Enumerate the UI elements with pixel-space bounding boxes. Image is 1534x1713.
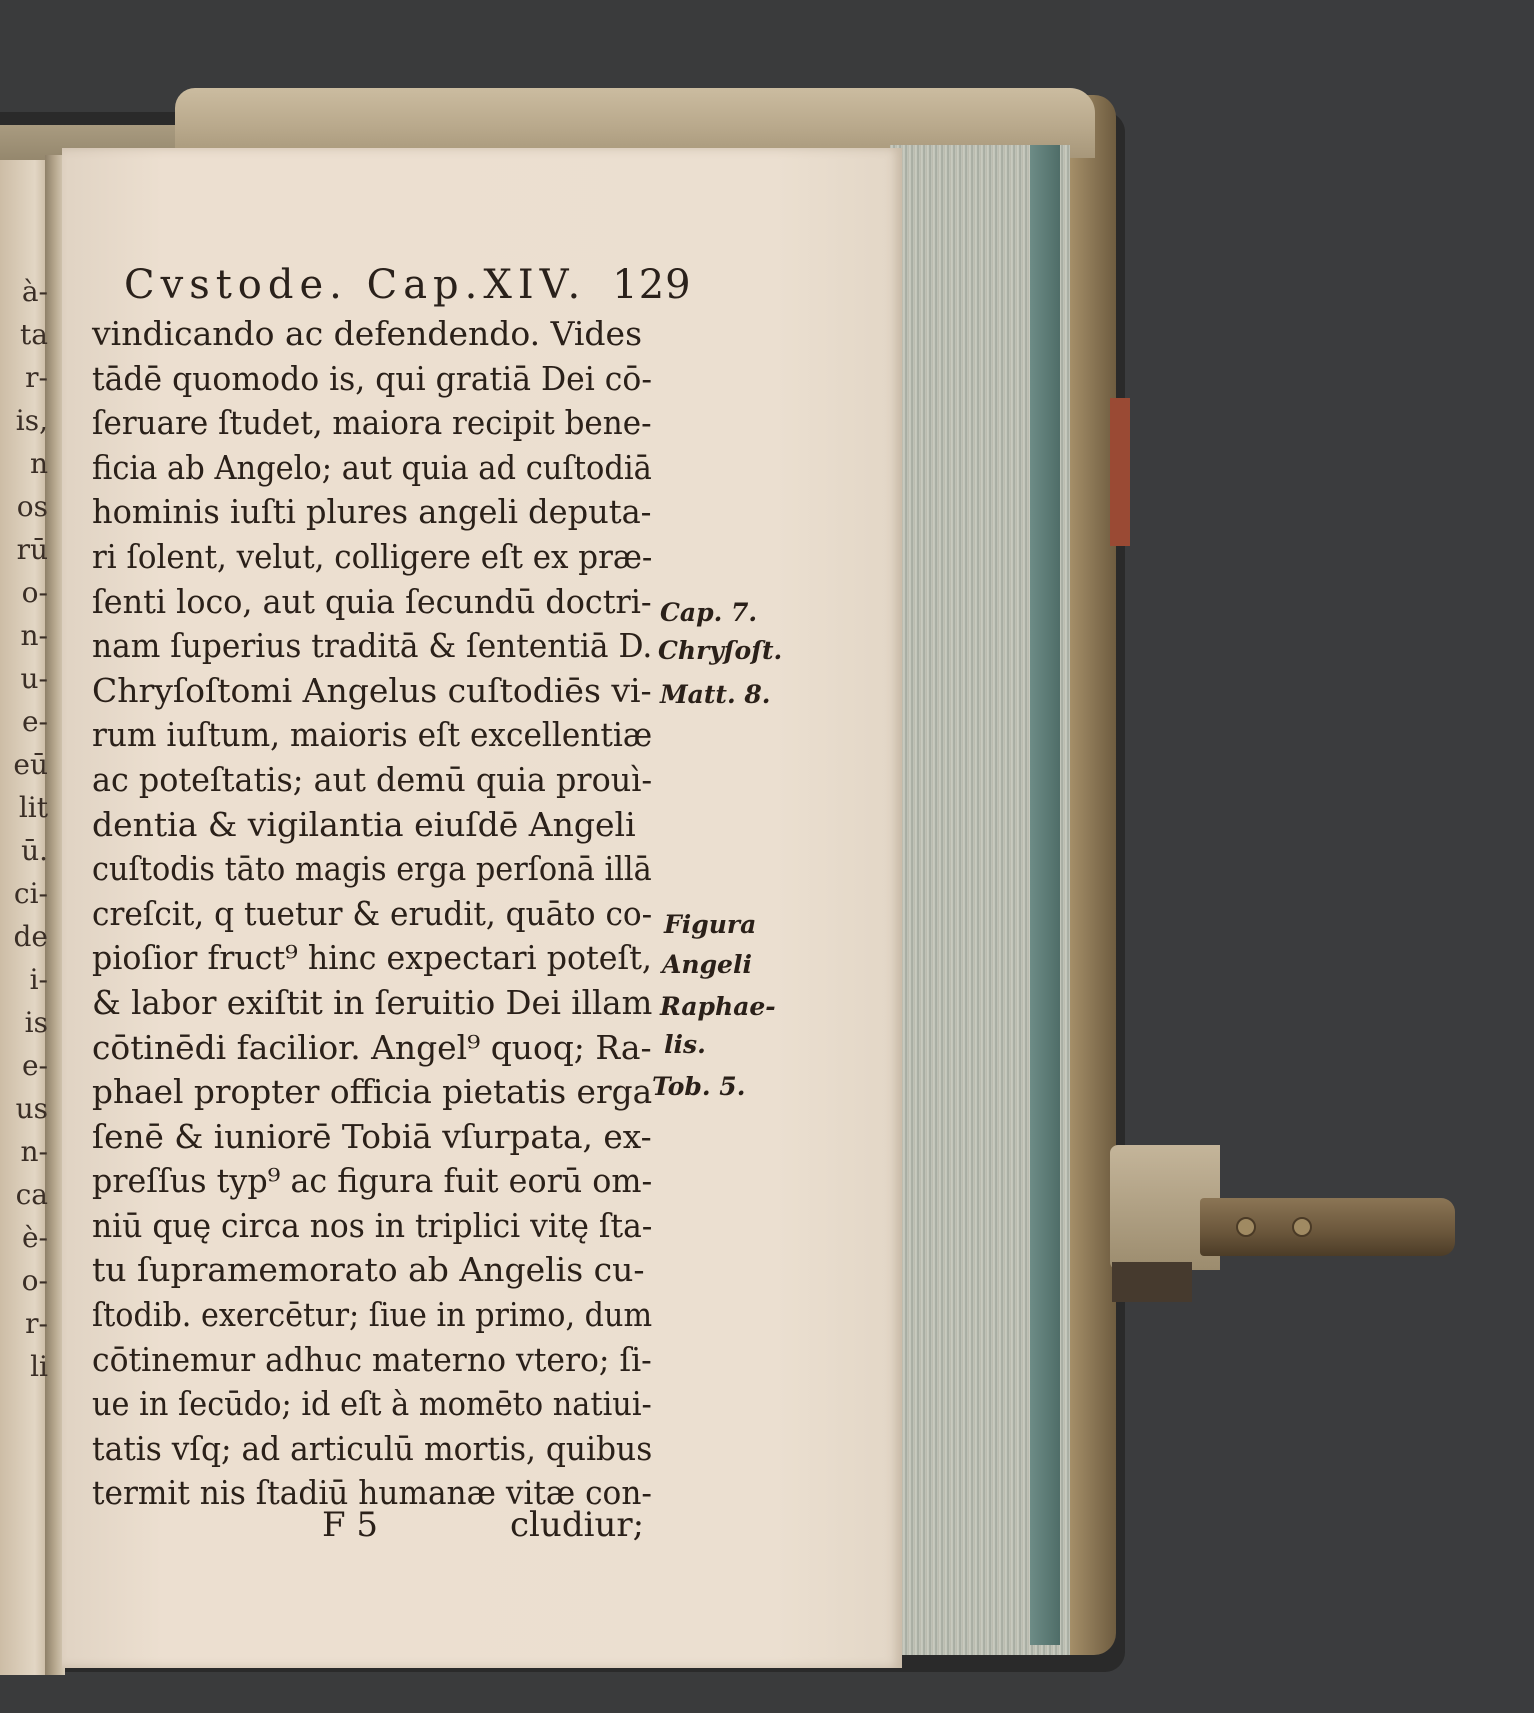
text-line: cuſtodis tāto magis erga perſonā illā [92,849,652,889]
left-page-fragment: i- [29,963,48,996]
text-line: cōtinēdi facilior. Angel⁹ quoq; Ra- [92,1027,652,1067]
left-page-fragment: e- [21,705,48,738]
text-line: Chryſoſtomi Angelus cuſtodiēs vi- [92,670,652,710]
margin-note-cap: Cap. 7. [660,598,758,627]
text-line: tatis vſq; ad articulū mortis, quibus [92,1428,653,1468]
text-line: dentia & vigilantia eiuſdē Angeli [92,804,636,844]
left-page-fragment: ū. [21,834,48,867]
text-line: ri ſolent, velut, colligere eſt ex præ- [92,536,653,576]
rivet-icon [1236,1217,1256,1237]
text-line: ſeruare ſtudet, maiora recipit bene- [92,403,652,443]
text-line: niū quę circa nos in triplici vitę ſta- [92,1205,653,1245]
signature-mark: F 5 [322,1505,379,1545]
margin-note-figura: Figura [664,910,757,939]
margin-note-raphae: Raphae- [660,992,776,1021]
text-line: hominis iuſti plures angeli deputa- [92,492,652,532]
left-page-fragment: is [24,1006,48,1039]
running-title: Cvstode. Cap.XIV. [124,262,587,308]
text-line: ſenti loco, aut quia ſecundū doctri- [92,581,652,621]
text-line: ſenē & iuniorē Tobiā vſurpata, ex- [92,1116,652,1156]
margin-note-lis: lis. [664,1030,706,1059]
clasp-metal[interactable] [1200,1198,1455,1256]
text-line: creſcit, q tuetur & erudit, quāto co- [92,893,653,933]
margin-note-matt: Matt. 8. [660,680,771,709]
text-line: ficia ab Angelo; aut quia ad cuſtodiā [92,447,652,487]
text-line: cōtinemur adhuc materno vtero; ſi- [92,1339,652,1379]
text-line: ue in ſecūdo; id eſt à momēto natiui- [92,1384,652,1424]
text-line: vindicando ac defendendo. Vides [92,314,643,353]
text-line: phael propter officia pietatis erga [92,1072,653,1112]
catchword: cludiur; [510,1505,645,1545]
left-page-fragment: n- [20,619,48,652]
text-line: rum iuſtum, maioris eſt excellentiæ [92,715,653,755]
text-line: ſtodib. exercētur; ſiue in primo, dum [92,1295,653,1335]
left-page-fragment: eū [13,748,48,781]
text-line: ac poteſtatis; aut demū quia prouì- [92,759,653,799]
rivet-icon [1292,1217,1312,1237]
bookmark-strap [1110,398,1130,546]
left-page-fragment: n- [20,1135,48,1168]
left-page-fragment: ta [20,318,48,351]
text-line: preſſus typ⁹ ac figura fuit eorū om- [92,1161,653,1201]
left-page-fragment: r- [25,361,48,394]
page-number: 129 [612,262,692,308]
margin-note-angeli: Angeli [662,950,752,979]
left-page-fragment: is, [15,404,48,437]
left-page-fragment: lit [18,791,48,824]
text-line: & labor exiſtit in ſeruitio Dei illam [92,982,653,1022]
left-page-fragment: de [13,920,48,953]
margin-note-tob: Tob. 5. [652,1072,746,1101]
text-line: pioſior fruct⁹ hinc expectari poteſt, [92,938,652,978]
clasp-strap [1112,1262,1192,1302]
left-page-fragment: à- [21,275,48,308]
left-page-fragment: o- [21,576,48,609]
text-line: tādē quomodo is, qui gratiā Dei cō- [92,358,652,398]
left-page-fragment: li [30,1350,48,1383]
margin-note-chrysost: Chryſoſt. [658,636,783,665]
left-page-fragment: u- [20,662,48,695]
left-page-fragment: rū [16,533,48,566]
running-header [124,262,692,308]
left-page-fragment: os [16,490,48,523]
left-page-fragment: ci- [13,877,48,910]
left-page-text [0,270,48,1388]
page-edge-green [1030,145,1060,1645]
background [1090,0,1534,1713]
text-line: nam ſuperius traditā & ſententiā D. [92,626,653,666]
left-page-fragment: è- [21,1221,48,1254]
left-page-fragment: r- [25,1307,48,1340]
left-page-fragment: n [29,447,48,480]
left-page-fragment: e- [21,1049,48,1082]
left-page-fragment: us [15,1092,48,1125]
left-page-fragment: o- [21,1264,48,1297]
body-text [92,312,652,1516]
text-line: tu ſupramemorato ab Angelis cu- [92,1250,645,1290]
left-page-fragment: ca [15,1178,48,1211]
text-line: termit nis ſtadiū humanæ vitæ con- [92,1473,652,1513]
